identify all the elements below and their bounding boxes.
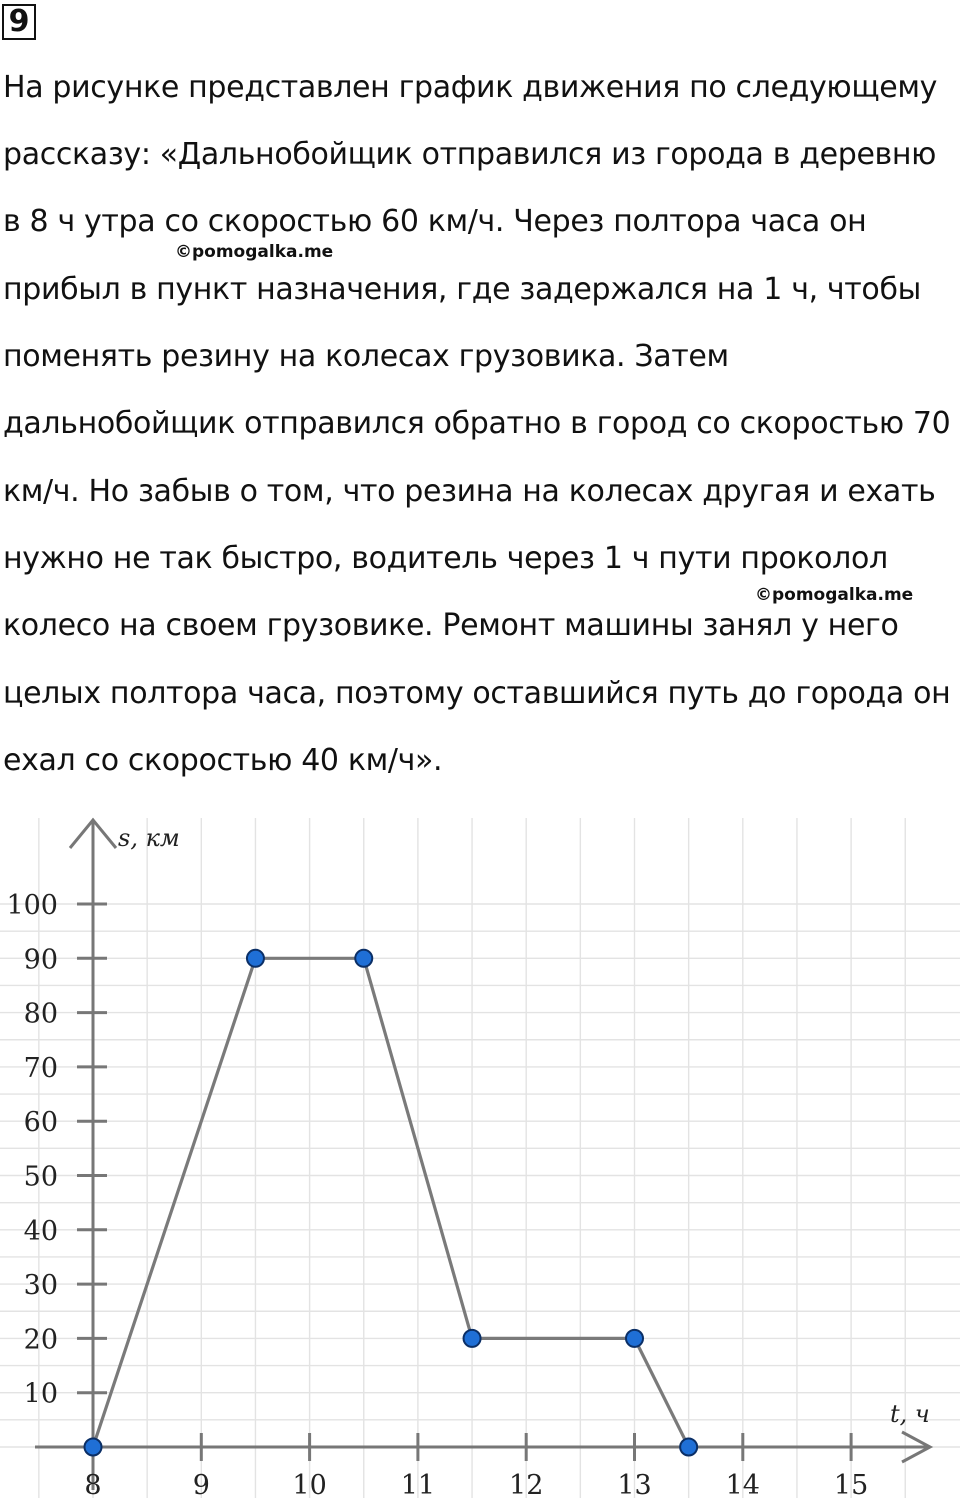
x-axis-label: t, ч bbox=[890, 1400, 930, 1428]
chart-ticks bbox=[77, 904, 851, 1461]
problem-text-line-7: км/ч. Но забыв о том, что резина на колесах другая и ехать bbox=[3, 474, 936, 509]
x-tick-label: 8 bbox=[84, 1470, 102, 1498]
problem-text-line-2: рассказу: «Дальнобойщик отправился из города в деревню bbox=[3, 137, 937, 172]
data-point bbox=[464, 1330, 481, 1347]
x-tick-label: 15 bbox=[833, 1470, 869, 1498]
problem-text-line-9: колесо на своем грузовике. Ремонт машины занял у него bbox=[3, 608, 899, 643]
x-tick-label: 14 bbox=[725, 1470, 760, 1498]
x-tick-label: 9 bbox=[192, 1470, 210, 1498]
y-tick-label: 80 bbox=[23, 998, 58, 1030]
problem-text-line-10: целых полтора часа, поэтому оставшийся путь до города он bbox=[3, 676, 951, 711]
y-tick-label: 20 bbox=[23, 1324, 58, 1356]
task-number: 9 bbox=[2, 4, 36, 40]
chart-labels bbox=[6, 824, 929, 1498]
data-point bbox=[626, 1330, 643, 1347]
watermark: ©pomogalka.me bbox=[175, 242, 334, 262]
y-tick-label: 100 bbox=[6, 890, 58, 921]
x-tick-label: 13 bbox=[617, 1470, 652, 1498]
distance-time-chart bbox=[0, 800, 960, 1498]
x-tick-label: 11 bbox=[400, 1470, 436, 1498]
data-point bbox=[85, 1439, 102, 1456]
problem-text-line-6: дальнобойщик отправился обратно в город со скоростью 70 bbox=[3, 406, 951, 441]
watermark: ©pomogalka.me bbox=[755, 585, 914, 605]
problem-text-line-5: поменять резину на колесах грузовика. Затем bbox=[3, 339, 729, 374]
chart-axes bbox=[35, 820, 930, 1490]
y-tick-label: 70 bbox=[23, 1052, 58, 1084]
data-point bbox=[247, 950, 264, 967]
y-tick-label: 40 bbox=[23, 1215, 58, 1247]
y-tick-label: 60 bbox=[23, 1107, 58, 1139]
y-axis-label: s, км bbox=[118, 824, 180, 852]
problem-text-line-11: ехал со скоростью 40 км/ч». bbox=[3, 743, 443, 778]
problem-text-line-8: нужно не так быстро, водитель через 1 ч пути проколол bbox=[3, 541, 888, 576]
y-tick-label: 30 bbox=[23, 1270, 58, 1302]
data-point bbox=[355, 950, 372, 967]
y-tick-label: 10 bbox=[23, 1378, 58, 1410]
x-tick-label: 12 bbox=[509, 1470, 544, 1498]
y-tick-label: 50 bbox=[23, 1161, 58, 1193]
problem-text-line-4: прибыл в пункт назначения, где задержался на 1 ч, чтобы bbox=[3, 272, 921, 307]
x-tick-label: 10 bbox=[292, 1470, 327, 1498]
y-tick-label: 90 bbox=[23, 944, 58, 976]
chart-grid bbox=[0, 818, 960, 1498]
data-point bbox=[680, 1439, 697, 1456]
problem-text-line-1: На рисунке представлен график движения по следующему bbox=[3, 70, 938, 105]
problem-text-line-3: в 8 ч утра со скоростью 60 км/ч. Через полтора часа он bbox=[3, 204, 867, 239]
